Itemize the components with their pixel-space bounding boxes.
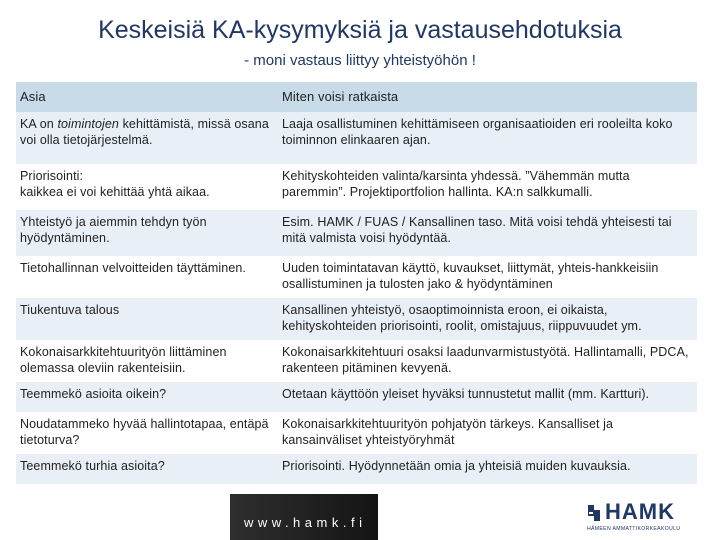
table-row — [16, 382, 697, 412]
cell-asia: Tiukentuva talous — [16, 298, 278, 340]
cell-asia: Yhteistyö ja aiemmin tehdyn työn hyödyntäminen. — [16, 210, 278, 256]
cell-asia-post: kehittämistä, missä osana voi olla tietojärjestelmä. — [20, 117, 269, 147]
hamk-logo-subtitle: HÄMEEN AMMATTIKORKEAKOULU — [587, 526, 681, 532]
slide-title: Keskeisiä KA-kysymyksiä ja vastausehdotuksia — [98, 16, 622, 44]
table-row — [16, 210, 697, 256]
cell-ratkaisu: Uuden toimintatavan käyttö, kuvaukset, liittymät, yhteis-hankkeisiin osallistuminen ja tulosten jako & hyödyntäminen — [278, 256, 697, 298]
cell-asia: Noudatammeko hyvää hallintotapaa, entäpä tietoturva? — [16, 412, 278, 454]
cell-asia-pre: KA on — [20, 117, 58, 131]
cell-asia-emphasis: toimintojen — [57, 117, 119, 131]
table-header-row — [16, 82, 697, 112]
table-row — [16, 256, 697, 298]
cell-asia: Teemmekö turhia asioita? — [16, 454, 278, 484]
table-row — [16, 340, 697, 382]
table-row — [16, 412, 697, 454]
cell-ratkaisu: Kokonaisarkkitehtuurityön pohjatyön tärkeys. Kansalliset ja kansainväliset yhteistyöryhmät — [278, 412, 697, 454]
cell-asia: Teemmekö asioita oikein? — [16, 382, 278, 412]
table-row — [16, 112, 697, 164]
header-asia: Asia — [16, 82, 278, 112]
cell-asia: Tietohallinnan velvoitteiden täyttäminen. — [16, 256, 278, 298]
cell-ratkaisu: Esim. HAMK / FUAS / Kansallinen taso. Mitä voisi tehdä yhteisesti tai mitä valmista voisi hyödyntää. — [278, 210, 697, 256]
cell-ratkaisu: Laaja osallistuminen kehittämiseen organisaatioiden eri rooleilta koko toiminnon elinkaaren ajan. — [278, 112, 697, 164]
hamk-logo-text: HAMK — [605, 499, 675, 524]
cell-ratkaisu: Kansallinen yhteistyö, osaoptimoinnista eroon, ei oikaista, kehityskohteiden priorisointi, roolit, omistajuus, riippuvuudet ym. — [278, 298, 697, 340]
website-link[interactable]: www.hamk.fi — [244, 515, 367, 530]
cell-ratkaisu: Kehityskohteiden valinta/karsinta yhdessä. ”Vähemmän mutta paremmin”. Projektiportfolion hallinta. KA:n salkkumalli. — [278, 164, 697, 210]
cell-asia: Priorisointi: kaikkea ei voi kehittää yhtä aikaa. — [16, 164, 278, 210]
table-row — [16, 164, 697, 210]
cell-ratkaisu: Kokonaisarkkitehtuuri osaksi laadunvarmistustyötä. Hallintamalli, PDCA, rakenteen pitäminen kevyenä. — [278, 340, 697, 382]
table-row — [16, 298, 697, 340]
cell-asia — [16, 112, 278, 164]
cell-ratkaisu: Otetaan käyttöön yleiset hyväksi tunnustetut mallit (mm. Kartturi). — [278, 382, 697, 412]
qa-table — [16, 82, 697, 484]
hamk-logo-mark-icon — [587, 504, 601, 522]
cell-ratkaisu: Priorisointi. Hyödynnetään omia ja yhteisiä muiden kuvauksia. — [278, 454, 697, 484]
hamk-logo — [585, 499, 703, 534]
slide-subtitle: - moni vastaus liittyy yhteistyöhön ! — [244, 52, 476, 69]
cell-asia: Kokonaisarkkitehtuurityön liittäminen olemassa oleviin rakenteisiin. — [16, 340, 278, 382]
table-row — [16, 454, 697, 484]
header-ratkaisu: Miten voisi ratkaista — [278, 82, 697, 112]
